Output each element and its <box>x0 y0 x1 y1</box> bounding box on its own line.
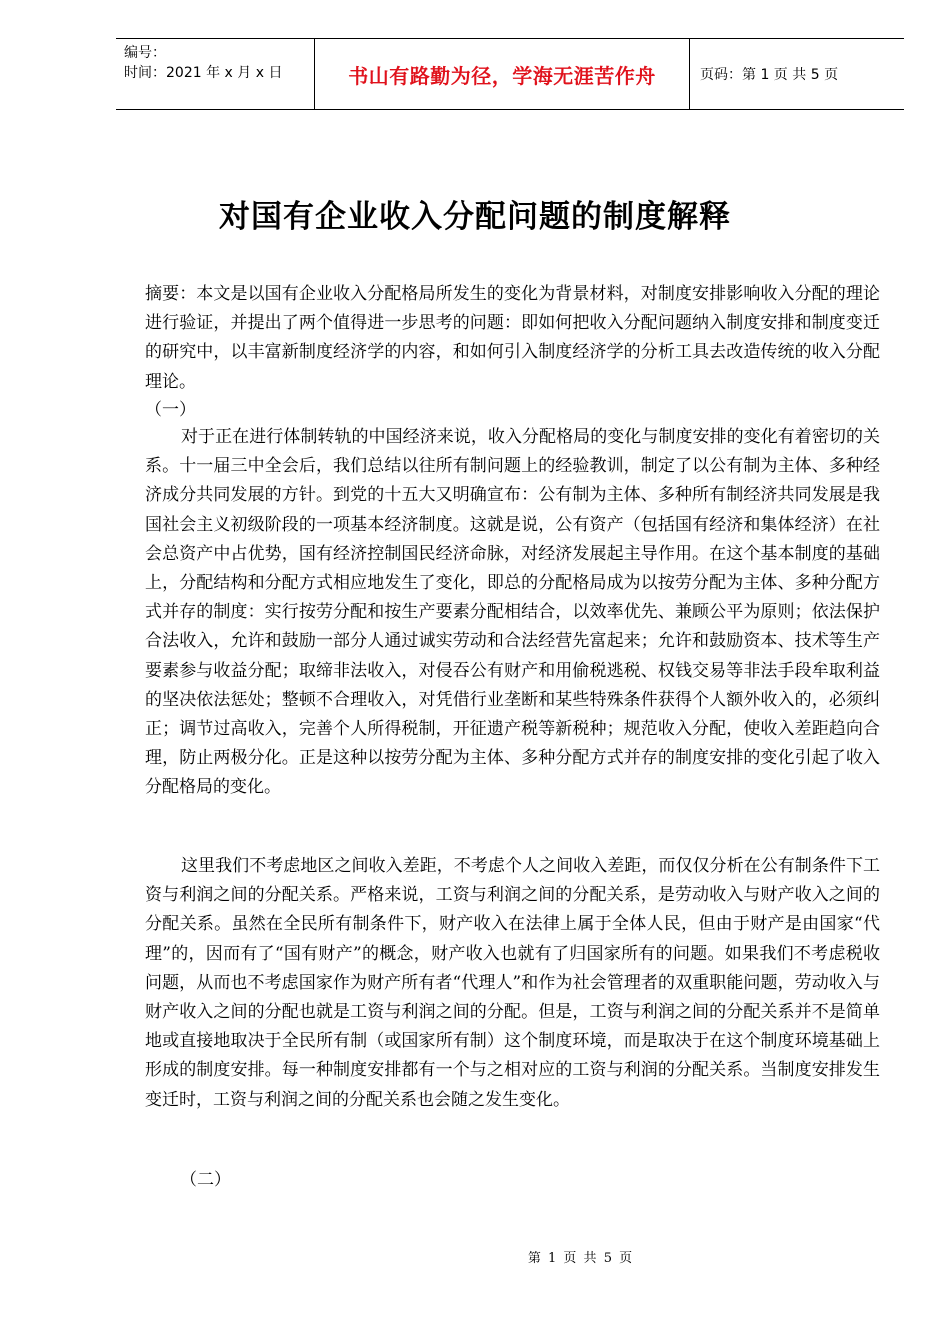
section-heading-2: （二） <box>180 1170 231 1190</box>
section-heading-1: （一） <box>145 400 196 420</box>
abstract-paragraph: 摘要：本文是以国有企业收入分配格局所发生的变化为背景材料，对制度安排影响收入分配的理论进行验证，并提出了两个值得进一步思考的问题：即如何把收入分配问题纳入制度安排和制度变迁的研究中，以丰富新制度经济学的内容，和如何引入制度经济学的分析工具去改造传统的收入分配理论。 <box>145 284 880 392</box>
header-time-label: 时间：2021 年 x 月 x 日 <box>124 65 283 81</box>
header-number-label: 编号： <box>124 45 166 61</box>
body-paragraph-2: 这里我们不考虑地区之间收入差距，不考虑个人之间收入差距，而仅仅分析在公有制条件下工资与利润之间的分配关系。严格来说，工资与利润之间的分配关系，是劳动收入与财产收入之间的分配关系。虽然在全民所有制条件下，财产收入在法律上属于全体人民，但由于财产是由国家“代理”的，因而有了“国有财产”的概念，财产收入也就有了归国家所有的问题。如果我们不考虑税收问题，从而也不考虑国家作为财产所有者“代理人”和作为社会管理者的双重职能问题，劳动收入与财产收入之间的分配也就是工资与利润之间的分配。但是，工资与利润之间的分配关系并不是简单地或直接地取决于全民所有制（或国家所有制）这个制度环境，而是取决于在这个制度环境基础上形成的制度安排。每一种制度安排都有一个与之相对应的工资与利润的分配关系。当制度安排发生变迁时，工资与利润之间的分配关系也会随之发生变化。 <box>145 856 880 1110</box>
header-meta-cell <box>116 39 315 109</box>
document-title: 对国有企业收入分配问题的制度解释 <box>219 198 731 235</box>
page-footer: 第 1 页 共 5 页 <box>527 1251 633 1266</box>
header-page-info: 页码：第 1 页 共 5 页 <box>700 67 839 83</box>
body-paragraph-1: 对于正在进行体制转轨的中国经济来说，收入分配格局的变化与制度安排的变化有着密切的关系。十一届三中全会后，我们总结以往所有制问题上的经验教训，制定了以公有制为主体、多种经济成分共同发展的方针。到党的十五大又明确宣布：公有制为主体、多种所有制经济共同发展是我国社会主义初级阶段的一项基本经济制度。这就是说，公有资产（包括国有经济和集体经济）在社会总资产中占优势，国有经济控制国民经济命脉，对经济发展起主导作用。在这个基本制度的基础上，分配结构和分配方式相应地发生了变化，即总的分配格局成为以按劳分配为主体、多种分配方式并存的制度：实行按劳分配和按生产要素分配相结合，以效率优先、兼顾公平为原则；依法保护合法收入，允许和鼓励一部分人通过诚实劳动和合法经营先富起来；允许和鼓励资本、技术等生产要素参与收益分配；取缔非法收入，对侵吞公有财产和用偷税逃税、权钱交易等非法手段牟取利益的坚决依法惩处；整顿不合理收入，对凭借行业垄断和某些特殊条件获得个人额外收入的，必须纠正；调节过高收入，完善个人所得税制，开征遗产税等新税种；规范收入分配，使收入差距趋向合理，防止两极分化。正是这种以按劳分配为主体、多种分配方式并存的制度安排的变化引起了收入分配格局的变化。 <box>145 427 880 798</box>
document-header <box>116 38 904 110</box>
header-motto: 书山有路勤为径，学海无涯苦作舟 <box>315 39 690 109</box>
